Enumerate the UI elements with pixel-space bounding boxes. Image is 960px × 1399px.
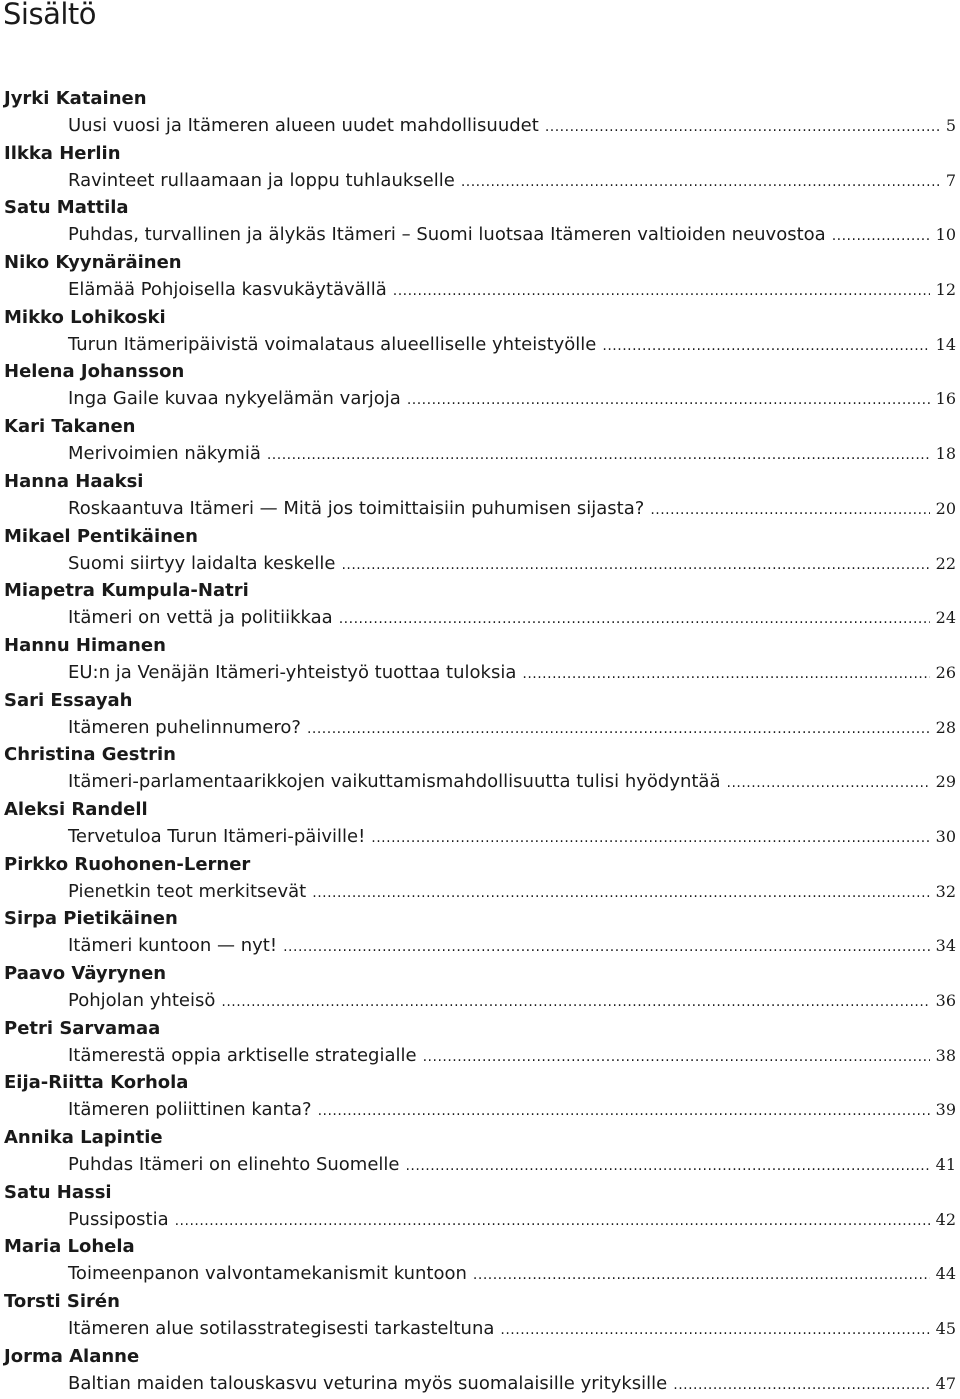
toc-leader-dots — [312, 879, 929, 907]
toc-author: Helena Johansson — [4, 361, 185, 383]
toc-title-row[interactable] — [68, 1315, 956, 1343]
toc-leader-dots — [307, 715, 930, 743]
toc-page-number: 7 — [945, 170, 956, 190]
toc-page-number: 39 — [935, 1100, 956, 1120]
toc-article-title: Ravinteet rullaamaan ja loppu tuhlaukselle — [68, 169, 455, 191]
toc-article-title: Pienetkin teot merkitsevät — [68, 880, 307, 902]
toc-author: Petri Sarvamaa — [4, 1017, 161, 1039]
toc-author: Mikael Pentikäinen — [4, 525, 198, 547]
toc-author: Paavo Väyrynen — [4, 963, 167, 984]
toc-author: Kari Takanen — [4, 416, 136, 438]
toc-article-title: Elämää Pohjoisella kasvukäytävällä — [68, 279, 387, 301]
toc-page-number: 38 — [935, 1045, 956, 1065]
toc-entry — [0, 741, 960, 796]
toc-leader-dots — [473, 1261, 930, 1289]
toc-entry — [0, 1343, 960, 1398]
toc-author: Satu Hassi — [4, 1181, 112, 1203]
toc-article-title: Pohjolan yhteisö — [68, 990, 216, 1011]
toc-title-row[interactable] — [68, 878, 956, 906]
toc-author: Christina Gestrin — [4, 744, 176, 766]
toc-entry — [0, 413, 960, 468]
toc-article-title: Baltian maiden talouskasvu veturina myös suomalaisille yrityksille — [68, 1372, 668, 1394]
toc-page-number: 36 — [935, 991, 956, 1010]
toc-author: Niko Kyynäräinen — [4, 252, 182, 274]
toc-article-title: EU:n ja Venäjän Itämeri-yhteistyö tuottaa tuloksia — [68, 661, 517, 683]
toc-author: Aleksi Randell — [4, 798, 148, 820]
toc-leader-dots — [318, 1097, 930, 1125]
toc-page-number: 29 — [935, 772, 956, 792]
toc-title-row[interactable] — [68, 385, 956, 413]
toc-article-title: Puhdas Itämeri on elinehto Suomelle — [68, 1154, 400, 1176]
toc-author: Hannu Himanen — [4, 634, 166, 656]
toc-leader-dots — [602, 332, 929, 360]
toc-leader-dots — [339, 605, 930, 633]
toc-author: Satu Mattila — [4, 197, 129, 219]
toc-leader-dots — [522, 660, 929, 688]
toc-page-number: 34 — [935, 936, 956, 956]
toc-page-number: 44 — [935, 1264, 956, 1284]
toc-title-row[interactable] — [68, 550, 956, 578]
toc-page-number: 16 — [935, 389, 956, 409]
toc-article-title: Uusi vuosi ja Itämeren alueen uudet mahdollisuudet — [68, 115, 539, 136]
toc-page-number: 14 — [935, 334, 956, 354]
table-of-contents — [0, 85, 960, 1398]
toc-title-row[interactable] — [68, 823, 956, 851]
toc-title-row[interactable] — [68, 276, 956, 304]
toc-entry — [0, 1069, 960, 1124]
toc-title-row[interactable] — [68, 440, 956, 468]
toc-entry — [0, 851, 960, 906]
toc-leader-dots — [405, 1152, 929, 1180]
toc-entry — [0, 577, 960, 632]
toc-entry — [0, 468, 960, 523]
toc-leader-dots — [461, 168, 940, 196]
toc-title-row[interactable] — [68, 167, 956, 195]
toc-title-row[interactable] — [68, 495, 956, 523]
toc-article-title: Itämeri-parlamentaarikkojen vaikuttamismahdollisuutta tulisi hyödyntää — [68, 771, 721, 793]
toc-leader-dots — [267, 441, 930, 469]
toc-entry — [0, 905, 960, 960]
toc-title-row[interactable] — [68, 714, 956, 742]
toc-article-title: Itämerestä oppia arktiselle strategialle — [68, 1044, 417, 1066]
toc-entry — [0, 194, 960, 249]
toc-entry — [0, 1015, 960, 1070]
toc-page-number: 5 — [945, 116, 956, 135]
page-title: Sisältö — [3, 0, 97, 31]
toc-title-row[interactable] — [68, 112, 956, 140]
toc-article-title: Itämeren puhelinnumero? — [68, 716, 301, 738]
toc-entry — [0, 632, 960, 687]
toc-author: Ilkka Herlin — [4, 142, 121, 164]
toc-author: Sari Essayah — [4, 689, 133, 711]
toc-page-number: 30 — [935, 826, 956, 846]
toc-page-number: 18 — [935, 444, 956, 464]
toc-author: Jorma Alanne — [4, 1345, 140, 1367]
toc-title-row[interactable] — [68, 604, 956, 632]
toc-leader-dots — [727, 769, 930, 797]
toc-page-number: 22 — [935, 553, 956, 573]
toc-article-title: Tervetuloa Turun Itämeri-päiville! — [68, 825, 366, 847]
toc-leader-dots — [832, 222, 930, 250]
toc-article-title: Suomi siirtyy laidalta keskelle — [68, 552, 336, 574]
toc-author: Mikko Lohikoski — [4, 306, 166, 328]
toc-article-title: Merivoimien näkymiä — [68, 443, 261, 465]
toc-leader-dots — [341, 551, 929, 579]
toc-entry — [0, 1179, 960, 1234]
toc-author: Jyrki Katainen — [4, 88, 147, 109]
toc-article-title: Toimeenpanon valvontamekanismit kuntoon — [68, 1263, 467, 1285]
toc-leader-dots — [650, 496, 929, 524]
toc-title-row[interactable] — [68, 1151, 956, 1179]
toc-leader-dots — [371, 824, 929, 852]
toc-article-title: Roskaantuva Itämeri — Mitä jos toimittaisiin puhumisen sijasta? — [68, 497, 645, 519]
toc-author: Hanna Haaksi — [4, 470, 144, 492]
toc-author: Eija-Riitta Korhola — [4, 1072, 189, 1094]
toc-page-number: 20 — [935, 498, 956, 518]
toc-leader-dots — [673, 1371, 929, 1399]
toc-entry — [0, 140, 960, 195]
toc-article-title: Turun Itämeripäivistä voimalataus alueelliselle yhteistyölle — [68, 333, 597, 355]
toc-entry — [0, 85, 960, 140]
toc-leader-dots — [175, 1207, 930, 1235]
toc-author: Miapetra Kumpula-Natri — [4, 580, 249, 602]
toc-article-title: Itämeri kuntoon — nyt! — [68, 935, 278, 957]
toc-title-row[interactable] — [68, 221, 956, 249]
toc-page-number: 41 — [935, 1155, 956, 1175]
toc-leader-dots — [393, 277, 930, 305]
toc-entry — [0, 249, 960, 304]
toc-author: Torsti Sirén — [4, 1291, 120, 1313]
toc-title-row[interactable] — [68, 932, 956, 960]
toc-page-number: 32 — [935, 881, 956, 901]
toc-leader-dots — [423, 1043, 930, 1071]
toc-entry — [0, 358, 960, 413]
toc-page-number: 12 — [935, 280, 956, 300]
toc-page-number: 47 — [935, 1373, 956, 1393]
toc-entry — [0, 687, 960, 742]
toc-page-number: 42 — [935, 1209, 956, 1229]
toc-title-row[interactable] — [68, 1096, 956, 1124]
toc-title-row[interactable] — [68, 768, 956, 796]
toc-page-number: 26 — [935, 662, 956, 682]
toc-article-title: Pussipostia — [68, 1208, 169, 1230]
toc-article-title: Itämeren poliittinen kanta? — [68, 1099, 312, 1121]
toc-leader-dots — [500, 1316, 929, 1344]
toc-entry — [0, 523, 960, 578]
toc-article-title: Itämeri on vettä ja politiikkaa — [68, 607, 333, 629]
toc-title-row[interactable] — [68, 1260, 956, 1288]
toc-author: Maria Lohela — [4, 1236, 135, 1258]
toc-leader-dots — [545, 113, 940, 141]
toc-entry — [0, 960, 960, 1015]
toc-title-row[interactable] — [68, 331, 956, 359]
toc-article-title: Itämeren alue sotilasstrategisesti tarkasteltuna — [68, 1318, 495, 1340]
toc-entry — [0, 796, 960, 851]
toc-leader-dots — [283, 933, 930, 961]
toc-author: Pirkko Ruohonen-Lerner — [4, 853, 251, 875]
toc-title-row[interactable] — [68, 1370, 956, 1398]
toc-title-row[interactable] — [68, 1042, 956, 1070]
toc-page-number: 28 — [935, 717, 956, 737]
toc-entry — [0, 1288, 960, 1343]
toc-page-number: 10 — [935, 225, 956, 245]
toc-title-row[interactable] — [68, 1206, 956, 1234]
toc-author: Sirpa Pietikäinen — [4, 908, 178, 930]
toc-leader-dots — [407, 386, 930, 414]
toc-article-title: Puhdas, turvallinen ja älykäs Itämeri – Suomi luotsaa Itämeren valtioiden neuvostoa — [68, 224, 826, 246]
toc-page-number: 45 — [935, 1319, 956, 1339]
toc-entry — [0, 304, 960, 359]
toc-leader-dots — [221, 988, 929, 1016]
toc-author: Annika Lapintie — [4, 1127, 163, 1149]
toc-title-row[interactable] — [68, 987, 956, 1015]
toc-page-number: 24 — [935, 608, 956, 628]
toc-article-title: Inga Gaile kuvaa nykyelämän varjoja — [68, 388, 401, 410]
toc-entry — [0, 1124, 960, 1179]
toc-entry — [0, 1233, 960, 1288]
toc-title-row[interactable] — [68, 659, 956, 687]
